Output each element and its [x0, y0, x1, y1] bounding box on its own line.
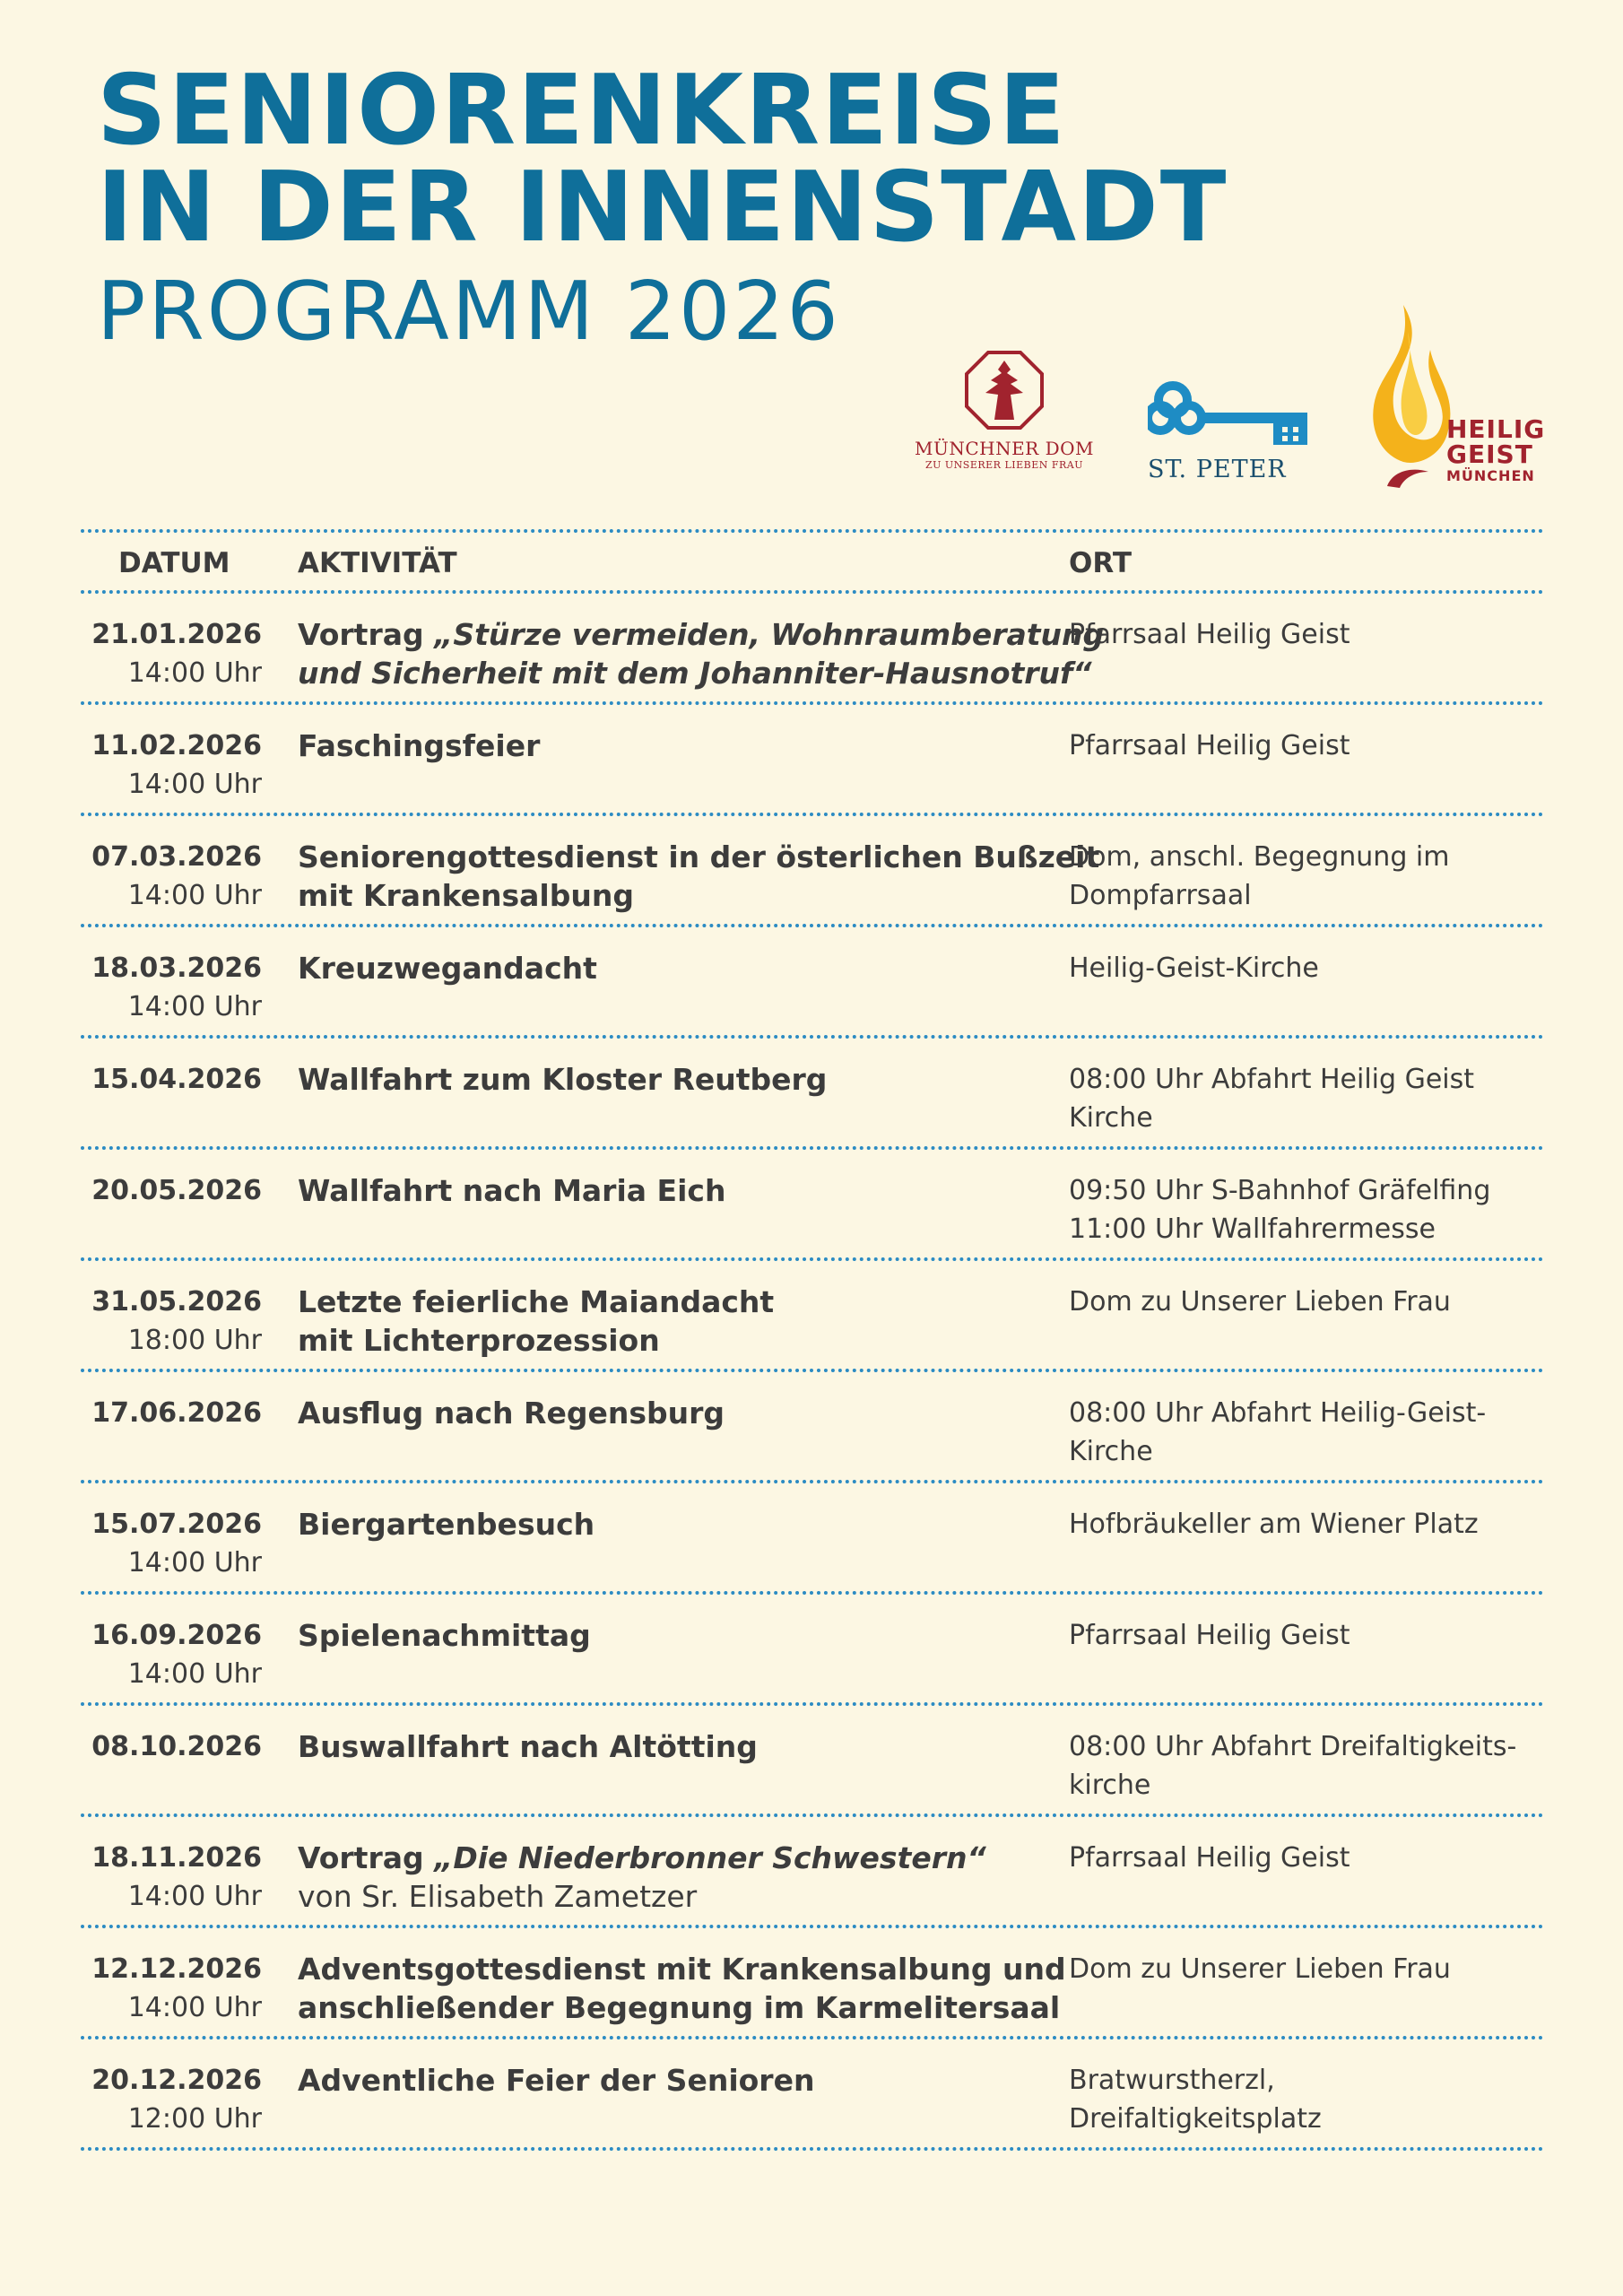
- place-line-1: 09:50 Uhr S-Bahnhof Gräfelfing: [1069, 1175, 1491, 1206]
- dom-emblem-icon: [964, 350, 1045, 430]
- place-line-1: 08:00 Uhr Abfahrt Dreifaltigkeits-: [1069, 1731, 1517, 1762]
- activity-text: Wallfahrt nach Maria Eich: [298, 1173, 726, 1208]
- date: 15.04.2026: [91, 1064, 262, 1095]
- time: 14:00 Uhr: [127, 1547, 262, 1578]
- title-line-2: IN DER INNENSTADT: [97, 152, 1228, 264]
- table-body: [81, 594, 1544, 2151]
- place-line-1: Pfarrsaal Heilig Geist: [1069, 1620, 1350, 1651]
- date: 18.11.2026: [91, 1842, 262, 1874]
- header-activity: AKTIVITÄT: [298, 547, 457, 579]
- activity-italic: „Die Niederbronner Schwestern“: [434, 1840, 986, 1875]
- place-line-1: 08:00 Uhr Abfahrt Heilig Geist: [1069, 1064, 1475, 1095]
- date: 11.02.2026: [91, 730, 262, 761]
- date: 21.01.2026: [91, 619, 262, 650]
- time: 14:00 Uhr: [127, 1881, 262, 1912]
- muenchner-dom-logo: [906, 350, 1103, 471]
- subtitle: PROGRAMM 2026: [97, 265, 841, 359]
- place-line-1: Heilig-Geist-Kirche: [1069, 952, 1319, 984]
- time: 14:00 Uhr: [127, 991, 262, 1022]
- place-line-1: Pfarrsaal Heilig Geist: [1069, 619, 1350, 650]
- table-row: [81, 1706, 1544, 1813]
- place-cell: [1069, 1060, 1535, 1137]
- activity-text: Vortrag: [298, 1840, 435, 1875]
- time: 14:00 Uhr: [127, 1658, 262, 1690]
- place-cell: [1069, 838, 1535, 915]
- activity-cell: [298, 1171, 1105, 1210]
- place-line-1: Hofbräukeller am Wiener Platz: [1069, 1509, 1479, 1540]
- date-cell: [81, 1060, 262, 1099]
- activity-cell: [298, 2061, 1105, 2100]
- table-row: [81, 1261, 1544, 1369]
- date-cell: [81, 1839, 262, 1916]
- activity-text: Faschingsfeier: [298, 728, 541, 763]
- place-cell: [1069, 1950, 1535, 1988]
- table-row: [81, 705, 1544, 813]
- place-cell: [1069, 615, 1535, 654]
- time: 14:00 Uhr: [127, 657, 262, 689]
- date-cell: [81, 949, 262, 1026]
- table-row: [81, 1595, 1544, 1702]
- activity-text-2: anschließender Begegnung im Karmelitersaal: [298, 1990, 1061, 2025]
- place-line-2: kirche: [1069, 1770, 1151, 1801]
- table-header: [81, 533, 1544, 590]
- place-cell: [1069, 949, 1535, 987]
- activity-cell: [298, 1394, 1105, 1432]
- activity-text: Adventsgottesdienst mit Krankensalbung und: [298, 1952, 1066, 1987]
- activity-cell: [298, 615, 1105, 692]
- activity-cell: [298, 1283, 1105, 1360]
- table-row: [81, 816, 1544, 924]
- place-line-2: Kirche: [1069, 1102, 1153, 1134]
- place-cell: [1069, 1839, 1535, 1877]
- place-cell: [1069, 2061, 1535, 2138]
- activity-cell: [298, 1839, 1105, 1916]
- date-cell: [81, 2061, 262, 2138]
- activity-cell: [298, 1616, 1105, 1655]
- date: 15.07.2026: [91, 1509, 262, 1540]
- place-line-2: Dreifaltigkeitsplatz: [1069, 2103, 1322, 2135]
- date-cell: [81, 838, 262, 915]
- activity-italic: „Stürze vermeiden, Wohnraumberatung: [434, 617, 1105, 652]
- activity-text: Vortrag: [298, 617, 435, 652]
- table-row: [81, 1928, 1544, 2036]
- date-cell: [81, 726, 262, 804]
- time: 14:00 Uhr: [127, 880, 262, 911]
- activity-text: Kreuzwegandacht: [298, 951, 597, 986]
- place-line-1: Bratwurstherzl,: [1069, 2065, 1275, 2096]
- place-line-1: Dom, anschl. Begegnung im: [1069, 841, 1450, 873]
- table-row: [81, 927, 1544, 1035]
- program-table: [81, 529, 1544, 2151]
- activity-text: Biergartenbesuch: [298, 1507, 595, 1542]
- table-row: [81, 1372, 1544, 1480]
- geist-line-3: MÜNCHEN: [1446, 467, 1535, 484]
- date-cell: [81, 1616, 262, 1693]
- date: 16.09.2026: [91, 1620, 262, 1651]
- place-cell: [1069, 1505, 1535, 1544]
- activity-text: Seniorengottesdienst in der österlichen Bußzeit: [298, 839, 1100, 874]
- place-line-1: Pfarrsaal Heilig Geist: [1069, 730, 1350, 761]
- date: 20.12.2026: [91, 2065, 262, 2096]
- activity-cell: [298, 1727, 1105, 1766]
- place-line-1: Dom zu Unserer Lieben Frau: [1069, 1953, 1451, 1985]
- date-cell: [81, 1283, 262, 1360]
- header-place: ORT: [1069, 547, 1132, 579]
- place-cell: [1069, 1283, 1535, 1321]
- place-cell: [1069, 1394, 1535, 1471]
- date: 31.05.2026: [91, 1286, 262, 1318]
- peter-name: ST. PETER: [1148, 456, 1287, 483]
- time: 14:00 Uhr: [127, 769, 262, 800]
- date: 17.06.2026: [91, 1397, 262, 1429]
- activity-italic-2: und Sicherheit mit dem Johanniter-Hausnotruf“: [298, 656, 1092, 691]
- activity-cell: [298, 838, 1105, 915]
- activity-cell: [298, 1950, 1105, 2027]
- place-line-2: 11:00 Uhr Wallfahrermesse: [1069, 1213, 1436, 1245]
- geist-wordmark: [1446, 414, 1546, 485]
- date: 18.03.2026: [91, 952, 262, 984]
- activity-cell: [298, 726, 1105, 765]
- activity-speaker: von Sr. Elisabeth Zametzer: [298, 1879, 698, 1914]
- date: 08.10.2026: [91, 1731, 262, 1762]
- date: 12.12.2026: [91, 1953, 262, 1985]
- activity-text-2: mit Lichterprozession: [298, 1323, 660, 1358]
- table-row: [81, 1150, 1544, 1257]
- activity-text: Adventliche Feier der Senioren: [298, 2063, 815, 2098]
- activity-text: Letzte feierliche Maiandacht: [298, 1284, 775, 1319]
- date-cell: [81, 1950, 262, 2027]
- activity-cell: [298, 949, 1105, 987]
- activity-text: Wallfahrt zum Kloster Reutberg: [298, 1062, 828, 1097]
- time: 12:00 Uhr: [127, 2103, 262, 2135]
- st-peter-logo: [1148, 377, 1327, 483]
- table-row: [81, 594, 1544, 701]
- activity-cell: [298, 1060, 1105, 1099]
- date-cell: [81, 1394, 262, 1432]
- place-line-1: Dom zu Unserer Lieben Frau: [1069, 1286, 1451, 1318]
- activity-text-2: mit Krankensalbung: [298, 878, 634, 913]
- geist-line-1: HEILIG: [1446, 414, 1546, 444]
- divider: [81, 2147, 1544, 2151]
- table-row: [81, 2039, 1544, 2147]
- date-cell: [81, 1727, 262, 1766]
- place-line-2: Dompfarrsaal: [1069, 880, 1252, 911]
- dom-name: MÜNCHNER DOM: [914, 438, 1094, 459]
- place-cell: [1069, 1727, 1535, 1805]
- place-cell: [1069, 1171, 1535, 1248]
- activity-cell: [298, 1505, 1105, 1544]
- activity-text: Buswallfahrt nach Altötting: [298, 1729, 758, 1764]
- date: 20.05.2026: [91, 1175, 262, 1206]
- time: 14:00 Uhr: [127, 1992, 262, 2023]
- title-line-1: SENIORENKREISE: [97, 55, 1067, 167]
- logos: [906, 296, 1546, 502]
- geist-line-2: GEIST: [1446, 439, 1533, 469]
- place-line-2: Kirche: [1069, 1436, 1153, 1467]
- place-line-1: Pfarrsaal Heilig Geist: [1069, 1842, 1350, 1874]
- dom-subname: ZU UNSERER LIEBEN FRAU: [924, 459, 1083, 471]
- table-row: [81, 1817, 1544, 1925]
- date-cell: [81, 1171, 262, 1210]
- place-line-1: 08:00 Uhr Abfahrt Heilig-Geist-: [1069, 1397, 1487, 1429]
- heilig-geist-logo: [1367, 296, 1547, 502]
- header-date: DATUM: [118, 547, 230, 579]
- date-cell: [81, 615, 262, 692]
- table-row: [81, 1039, 1544, 1146]
- time: 18:00 Uhr: [127, 1325, 262, 1356]
- activity-text: Ausflug nach Regensburg: [298, 1396, 725, 1431]
- place-cell: [1069, 726, 1535, 765]
- activity-text: Spielenachmittag: [298, 1618, 591, 1653]
- date-cell: [81, 1505, 262, 1582]
- key-icon: [1148, 377, 1327, 448]
- place-cell: [1069, 1616, 1535, 1655]
- date: 07.03.2026: [91, 841, 262, 873]
- table-row: [81, 1483, 1544, 1591]
